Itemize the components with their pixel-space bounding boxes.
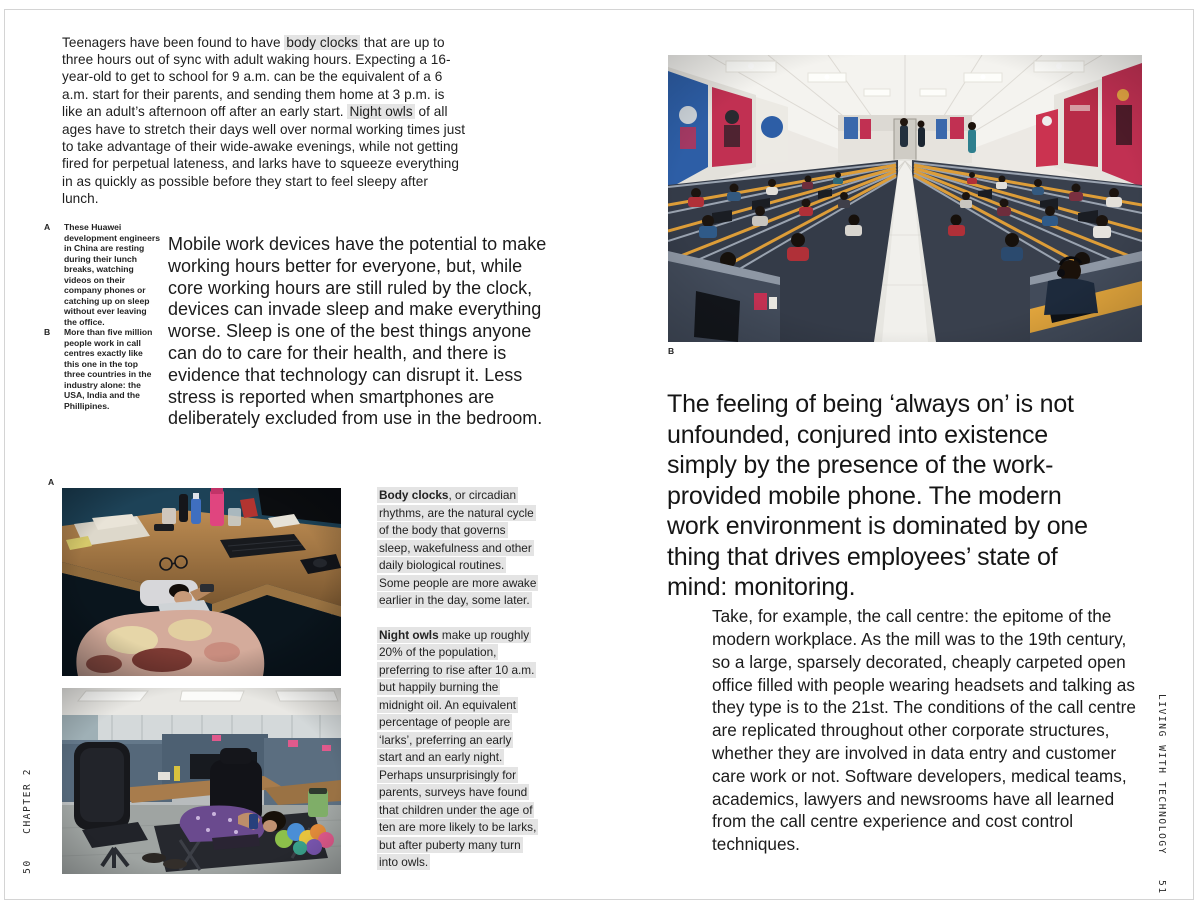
left-page-number: 50 bbox=[22, 859, 33, 874]
glossary-body-clocks bbox=[377, 487, 537, 610]
glossary-definition: , or circadian rhythms, are the natural cycle of the body that governs sleep, wakefulness and other daily biological routines. Some people are more awake earlier in the day, some later. bbox=[379, 488, 537, 607]
glossary-term: Night owls bbox=[379, 627, 439, 642]
right-page-number: 51 bbox=[1156, 880, 1167, 895]
photo-desk-sleeper-art bbox=[62, 488, 341, 676]
lead-paragraph: Mobile work devices have the potential to make working hours better for everyone, but, while core working hours are still ruled by the clock, devices can invade sleep and make everything worse. Sleep is one of the best things anyone can do to care for their health, and there is evidence that technology can disrupt it. Less stress is reported when smartphones are deliberately excluded from use in the bedroom. bbox=[168, 234, 547, 429]
intro-text: that are up to three hours out of sync with adult waking hours. Expecting a 16-year-old to get to school for 9 a.m. can be the equivalent of a 6 a.m. start for their parents, and sending them home at 3 p.m. is like an adult’s afternoon off after an early start. bbox=[62, 34, 451, 120]
glossary-definition: make up roughly 20% of the population, preferring to rise after 10 a.m. but happily burning the midnight oil. An equivalent percentage of people are ‘larks’, preferring an early start and an early night. Perhaps unsurprisingly for parents, surveys have found that children under the age of ten are more likely to be larks, but after puberty many turn into owls. bbox=[379, 627, 537, 869]
margin-note-text: These Huawei development engineers in China are resting during their lunch breaks, watching videos on their company phones or catching up on sleep without ever leaving the office. bbox=[64, 222, 160, 327]
margin-note-label: B bbox=[44, 327, 51, 337]
highlight-night-owls: Night owls bbox=[349, 104, 413, 120]
photo-desk-sleeper bbox=[62, 488, 341, 676]
intro-text: of all ages have to stretch their days well over normal working times just to take advantage of their wide-awake evenings, while not getting fired for perpetual lateness, and larks have to squeeze everything in as quickly as possible before they start to feel sleepy after lunch. bbox=[62, 104, 466, 207]
margin-note-label: A bbox=[44, 222, 51, 232]
glossary-column bbox=[377, 487, 537, 872]
body-paragraph: Take, for example, the call centre: the epitome of the modern workplace. As the mill was to the 19th century, so a large, sparsely decorated, cheaply carpeted open office filled with people wearing headsets and talking as they type is to the 21st. The conditions of the call centre are replicated throughout other corporate structures, whether they are involved in data entry and customer care work or not. Software developers, medical teams, academics, lawyers and newsrooms have all learned from the call centre experience and cost control techniques. bbox=[712, 606, 1136, 855]
photo-call-centre-art bbox=[668, 55, 1142, 342]
highlight-body-clocks: body clocks bbox=[286, 34, 358, 50]
left-page-folio bbox=[22, 768, 33, 874]
intro-paragraph bbox=[62, 34, 466, 208]
chapter-label: CHAPTER 2 bbox=[22, 768, 33, 834]
photo-cot-sleeper-art bbox=[62, 688, 341, 874]
margin-note-a bbox=[44, 222, 164, 327]
photo-cot-sleeper bbox=[62, 688, 341, 874]
glossary-night-owls bbox=[377, 627, 537, 872]
photo-call-centre bbox=[668, 55, 1142, 342]
intro-text: Teenagers have been found to have bbox=[62, 34, 285, 50]
margin-note-text: More than five million people work in call centres exactly like this one in the top three countries in the industry alone: the USA, India and the Phillipines. bbox=[64, 327, 153, 411]
photo-a-label: A bbox=[48, 477, 55, 487]
running-head: LIVING WITH TECHNOLOGY bbox=[1156, 694, 1167, 856]
margin-notes bbox=[44, 222, 164, 411]
right-page-folio bbox=[1156, 694, 1167, 895]
margin-note-b bbox=[44, 327, 164, 411]
photo-b-label: B bbox=[668, 346, 675, 356]
pull-quote: The feeling of being ‘always on’ is not unfounded, conjured into existence simply by the presence of the work-provided mobile phone. The modern work environment is dominated by one thing that drives employees’ state of mind: monitoring. bbox=[667, 390, 1088, 601]
glossary-term: Body clocks bbox=[379, 488, 449, 502]
